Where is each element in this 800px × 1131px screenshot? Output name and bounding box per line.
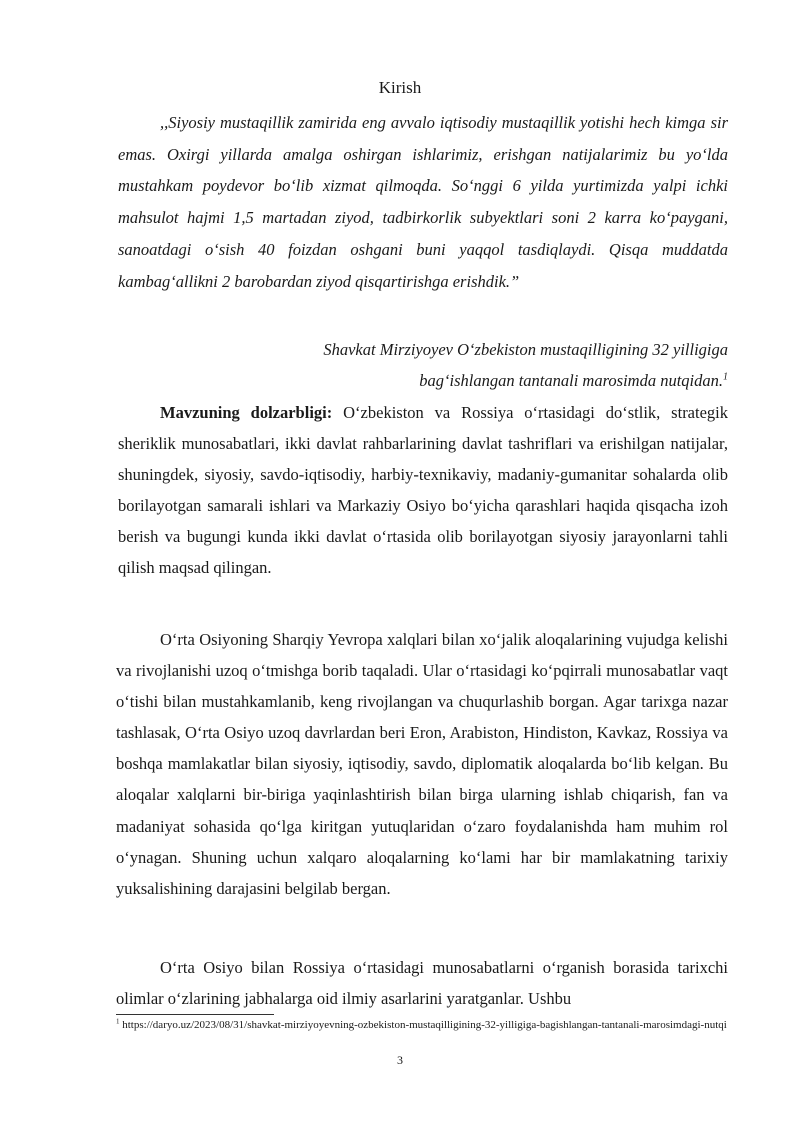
epigraph-attribution [208, 334, 728, 396]
body-paragraph: O‘rta Osiyoning Sharqiy Yevropa xalqlari bilan xo‘jalik aloqalarining vujudga kelishi va rivojlanishi uzoq o‘tmishga borib taqaladi. Ular o‘rtasidagi ko‘pqirrali munosabatlar vaqt o‘tishi bilan mustahkamlanib, keng rivojlangan va chuqurlashib borgan. Agar tarixga nazar tashlasak, O‘rta Osiyo uzoq davrlardan beri Eron, Arabiston, Hindiston, Kavkaz, Rossiya va boshqa mamlakatlar bilan siyosiy, iqtisodiy, savdo, diplomatik aloqalarda bo‘lib kelgan. Bu aloqalar xalqlarni bir-biriga yaqinlashtirish bilan birga ularning ishlab chiqarish, fan va madaniyat sohasida qo‘lga kiritgan yutuqlaridan o‘zaro foydalanishda ham muhim rol o‘ynagan. Shuning uchun xalqaro aloqalarning ko‘lami har bir mamlakatning tarixiy yuksalishining darajasini belgilab bergan. [116, 630, 728, 898]
relevance-paragraph [118, 397, 728, 584]
footnote-separator [116, 1014, 274, 1015]
footnote-marker: 1 [116, 1017, 120, 1026]
attribution-line-2 [208, 365, 728, 396]
footnote-reference[interactable]: 1 [723, 371, 728, 383]
epigraph-quote: ,,Siyosiy mustaqillik zamirida eng avvalo iqtisodiy mustaqillik yotishi hech kimga sir emas. Oxirgi yillarda amalga oshirgan ishlarimiz, erishgan natijalarimiz bu yo‘lda mustahkam poydevor bo‘lib xizmat qilmoqda. So‘nggi 6 yilda yurtimizda yalpi ichki mahsulot hajmi 1,5 martadan ziyod, tadbirkorlik subyektlari soni 2 karra ko‘paygani, sanoatdagi o‘sish 40 foizdan oshgani buni yaqqol tasdiqlaydi. Qisqa muddatda kambag‘allikni 2 barobardan ziyod qisqartirishga erishdik.” [118, 113, 728, 291]
relevance-label: Mavzuning dolzarbligi: [160, 403, 333, 422]
footnote [116, 1018, 728, 1032]
body-paragraph: O‘rta Osiyo bilan Rossiya o‘rtasidagi munosabatlarni o‘rganish borasida tarixchi olimlar o‘zlarining jabhalarga oid ilmiy asarlarini yaratganlar. Ushbu [116, 958, 728, 1009]
footnote-link[interactable]: https://daryo.uz/2023/08/31/shavkat-mirziyoyevning-ozbekiston-mustaqilligining-32-yilligiga-bagishlangan-tantanali-marosimdagi-nutqi [119, 1019, 727, 1031]
relevance-text: O‘zbekiston va Rossiya o‘rtasidagi do‘stlik, strategik sheriklik munosabatlari, ikki davlat rahbarlarining davlat tashriflari va erishilgan natijalar, shuningdek, siyosiy, savdo-iqtisodiy, harbiy-texnikaviy, madaniy-gumanitar sohalarda olib borilayotgan samarali ishlari va Markaziy Osiyo bo‘yicha qarashlari haqida qisqacha izoh berish va bugungi kunda ikki davlat o‘rtasida olib borilayotgan siyosiy jarayonlarni tahli qilish maqsad qilingan. [118, 403, 729, 578]
attribution-line-2-text: bag‘ishlangan tantanali marosimda nutqidan. [419, 371, 723, 390]
section-title: Kirish [378, 78, 422, 97]
attribution-line-1: Shavkat Mirziyoyev O‘zbekiston mustaqilligining 32 yilligiga [323, 340, 728, 359]
page-number: 3 [397, 1053, 403, 1067]
